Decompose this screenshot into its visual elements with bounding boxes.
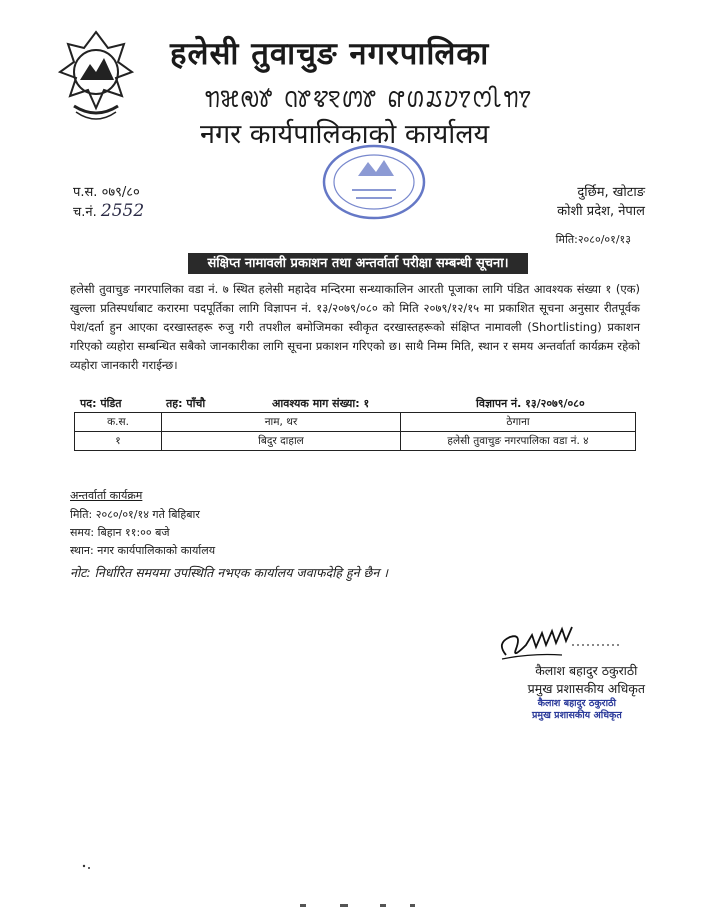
- scan-speck: [82, 862, 94, 872]
- reference-block: [73, 183, 144, 222]
- ps-value: ०७९/८०: [101, 185, 140, 200]
- address-line2: कोशी प्रदेश, नेपाल: [557, 204, 645, 219]
- ps-line: [73, 183, 144, 202]
- signer-name: कैलाश बहादुर ठकुराठी: [535, 663, 638, 678]
- level-label: तह: पाँचौ: [166, 397, 206, 410]
- seal-designation: प्रमुख प्रशासकीय अधिकृत: [532, 710, 622, 721]
- notice-body: हलेसी तुवाचुङ नगरपालिका वडा नं. ७ स्थित हलेसी महादेव मन्दिरमा सन्ध्याकालिन आरती पूजाका लागि पंडित आवश्यक संख्या १ (एक) खुल्ला प्रतिस्पर्धाबाट करारमा पदपूर्तिका लागि विज्ञापन नं. १३/२०७९/०८० को मिति २०७९/१२/१५ मा प्रकाशित सूचना अनुसार रीतपूर्वक पेश/दर्ता हुन आएका दरखास्तहरू रुजु गरी तपशील बमोजिमका स्वीकृत दरखास्तहरूको संक्षिप्त नामावली (Shortlisting) प्रकाशन गरिएको व्यहोरा सम्बन्धित सबैको जानकारीका लागि सूचना प्रकाशन गरिएको छ। साथै निम्म मिति, स्थान र समय अन्तर्वार्ता कार्यक्रम रहेको व्यहोरा जानकारी गराईन्छ।: [70, 282, 640, 372]
- ps-label: प.स.: [73, 185, 98, 200]
- notice-title: संक्षिप्त नामावली प्रकाशन तथा अन्तर्वार्ता परीक्षा सम्बन्धी सूचना।: [188, 253, 528, 274]
- municipality-name: हलेसी तुवाचुङ नगरपालिका: [170, 36, 490, 72]
- header-name: नाम, थर: [162, 413, 401, 432]
- office-name: नगर कार्यपालिकाको कार्यालय: [200, 119, 490, 150]
- required-count: आवश्यक माग संख्या: १: [272, 397, 370, 410]
- candidate-table: [74, 412, 636, 451]
- interview-place: स्थान: नगर कार्यपालिकाको कार्यालय: [70, 544, 216, 557]
- signer-block: [528, 662, 645, 698]
- cell-address: हलेसी तुवाचुङ नगरपालिका वडा नं. ४: [401, 432, 636, 451]
- office-address: [557, 183, 645, 221]
- header-sn: क.स.: [75, 413, 162, 432]
- table-row: [75, 432, 636, 451]
- name-seal: [532, 698, 622, 722]
- interview-heading: अन्तर्वार्ता कार्यक्रम: [70, 489, 143, 502]
- notice-note: नोट: निर्धारित समयमा उपस्थिति नभएक कार्यालय जवाफदेहि हुने छैन ।: [70, 565, 388, 580]
- interview-date: मिति: २०८०/०१/१४ गते बिहिबार: [70, 508, 200, 521]
- scan-marks: [300, 902, 420, 908]
- chn-value: 2552: [100, 201, 145, 221]
- header-address: ठेगाना: [401, 413, 636, 432]
- municipality-name-script: ꢒꣃꢯꢹ ꢡꢸꢢꣁꢩꢸ ꢥꢔꢬꢦꢵꢭꢷꢒꢵ: [205, 85, 533, 113]
- chn-line: [73, 202, 144, 222]
- cell-sn: १: [75, 432, 162, 451]
- municipality-emblem: [56, 28, 136, 128]
- cell-name: बिदुर दाहाल: [162, 432, 401, 451]
- signature: [492, 615, 622, 665]
- table-header-row: [75, 413, 636, 432]
- advert-number: विज्ञापन नं. १३/२०७९/०८०: [476, 397, 585, 410]
- office-stamp: [318, 142, 430, 224]
- post-label: पद: पंडित: [80, 397, 122, 410]
- address-line1: दुर्छिम, खोटाङ: [577, 185, 645, 200]
- chn-label: च.नं.: [73, 205, 97, 220]
- signer-designation: प्रमुख प्रशासकीय अधिकृत: [527, 681, 645, 696]
- seal-name: कैलाश बहादुर ठकुराठी: [537, 698, 617, 709]
- issue-date: मिति:२०८०/०१/१३: [555, 233, 631, 246]
- interview-time: समय: बिहान ११:०० बजे: [70, 526, 170, 539]
